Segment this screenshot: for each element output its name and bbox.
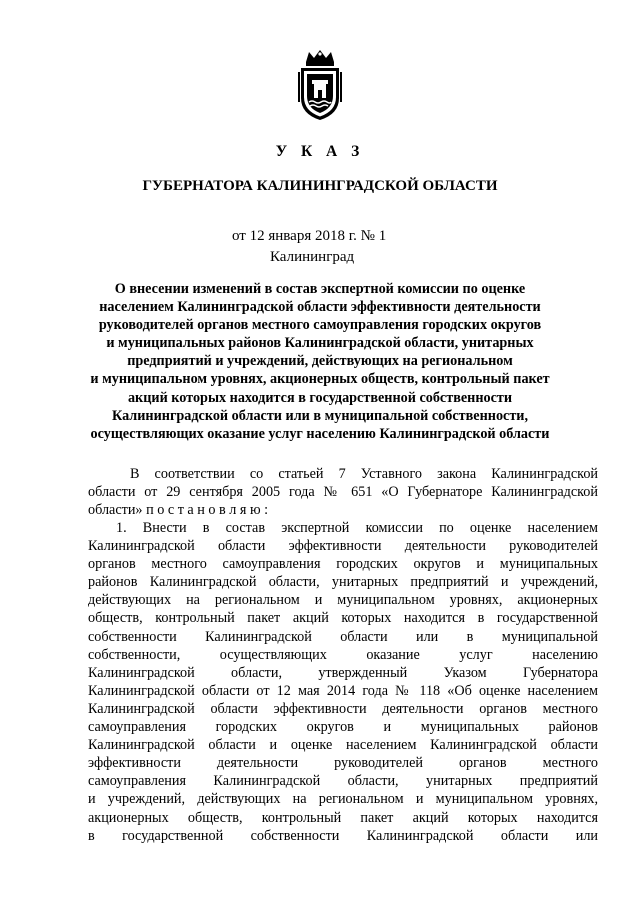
subject-line: осуществляющих оказание услуг населению Калининградской области (90, 425, 550, 442)
paragraph-line: Калининградской области эффективности деятельности руководителей (88, 538, 598, 555)
paragraph-line: районов Калининградской области, унитарных предприятий и учреждений, (88, 574, 598, 591)
item-1-paragraph (88, 519, 598, 845)
subject-line: О внесении изменений в состав экспертной комиссии по оценке (114, 281, 526, 297)
subject-line: и муниципальном уровнях, акционерных обществ, контрольный пакет (90, 371, 550, 388)
subject-line: акций которых находится в государственной собственности (127, 389, 513, 406)
paragraph-line: самоуправления Калининградской области, унитарных предприятий (88, 773, 598, 790)
subject-line: населением Калининградской области эффективности деятельности (99, 299, 541, 316)
paragraph-line: действующих на региональном и муниципальном уровнях, акционерных (88, 592, 598, 609)
paragraph-line: собственности Калининградской области или в муниципальной (88, 628, 598, 645)
subject-line: и муниципальных районов Калининградской области, унитарных (106, 335, 534, 352)
decree-subject (80, 280, 560, 443)
date-and-number: от 12 января 2018 г. № 1 (232, 228, 387, 244)
paragraph-line: области» п о с т а н о в л я ю : (88, 502, 269, 519)
paragraph-line: самоуправления городских округов и муниципальных районов (88, 719, 598, 736)
decree-title: У К А З (275, 143, 365, 160)
paragraph-line: в государственной собственности Калининградской области или (88, 827, 598, 844)
paragraph-line: 1. Внести в состав экспертной комиссии по оценке населением (116, 520, 598, 536)
paragraph-line: Калининградской области и оценке населением Калининградской области (88, 737, 598, 754)
paragraph-line: В соответствии со статьей 7 Уставного закона Калининградской (130, 466, 598, 482)
paragraph-line: Калининградской области, утвержденный Указом Губернатора (88, 664, 598, 681)
subject-line: предприятий и учреждений, действующих на региональном (127, 353, 513, 370)
city: Калининград (270, 249, 355, 265)
paragraph-line: органов местного самоуправления городских округов и муниципальных (88, 556, 598, 573)
paragraph-line: акционерных обществ, контрольный пакет акций которых находится (88, 809, 598, 826)
paragraph-line: и учреждений, действующих на региональном и муниципальном уровнях, (88, 791, 598, 808)
paragraph-line: обществ, контрольный пакет акций которых находится в государственной (88, 610, 598, 627)
paragraph-line: Калининградской области от 12 мая 2014 года № 118 «Об оценке населением (88, 682, 598, 699)
issuing-authority: ГУБЕРНАТОРА КАЛИНИНГРАДСКОЙ ОБЛАСТИ (142, 178, 498, 194)
paragraph-line: области от 29 сентября 2005 года № 651 «О Губернаторе Калининградской (88, 484, 598, 501)
subject-line: руководителей органов местного самоуправления городских округов (98, 317, 542, 334)
paragraph-line: эффективности деятельности руководителей органов местного (88, 755, 598, 772)
intro-paragraph (88, 465, 598, 519)
paragraph-line: Калининградской области эффективности деятельности органов местного (88, 700, 598, 717)
subject-line: Калининградской области или в муниципальной собственности, (111, 407, 529, 424)
coat-of-arms-icon (297, 48, 343, 122)
paragraph-line: собственности, осуществляющих оказание услуг населению (88, 646, 598, 663)
